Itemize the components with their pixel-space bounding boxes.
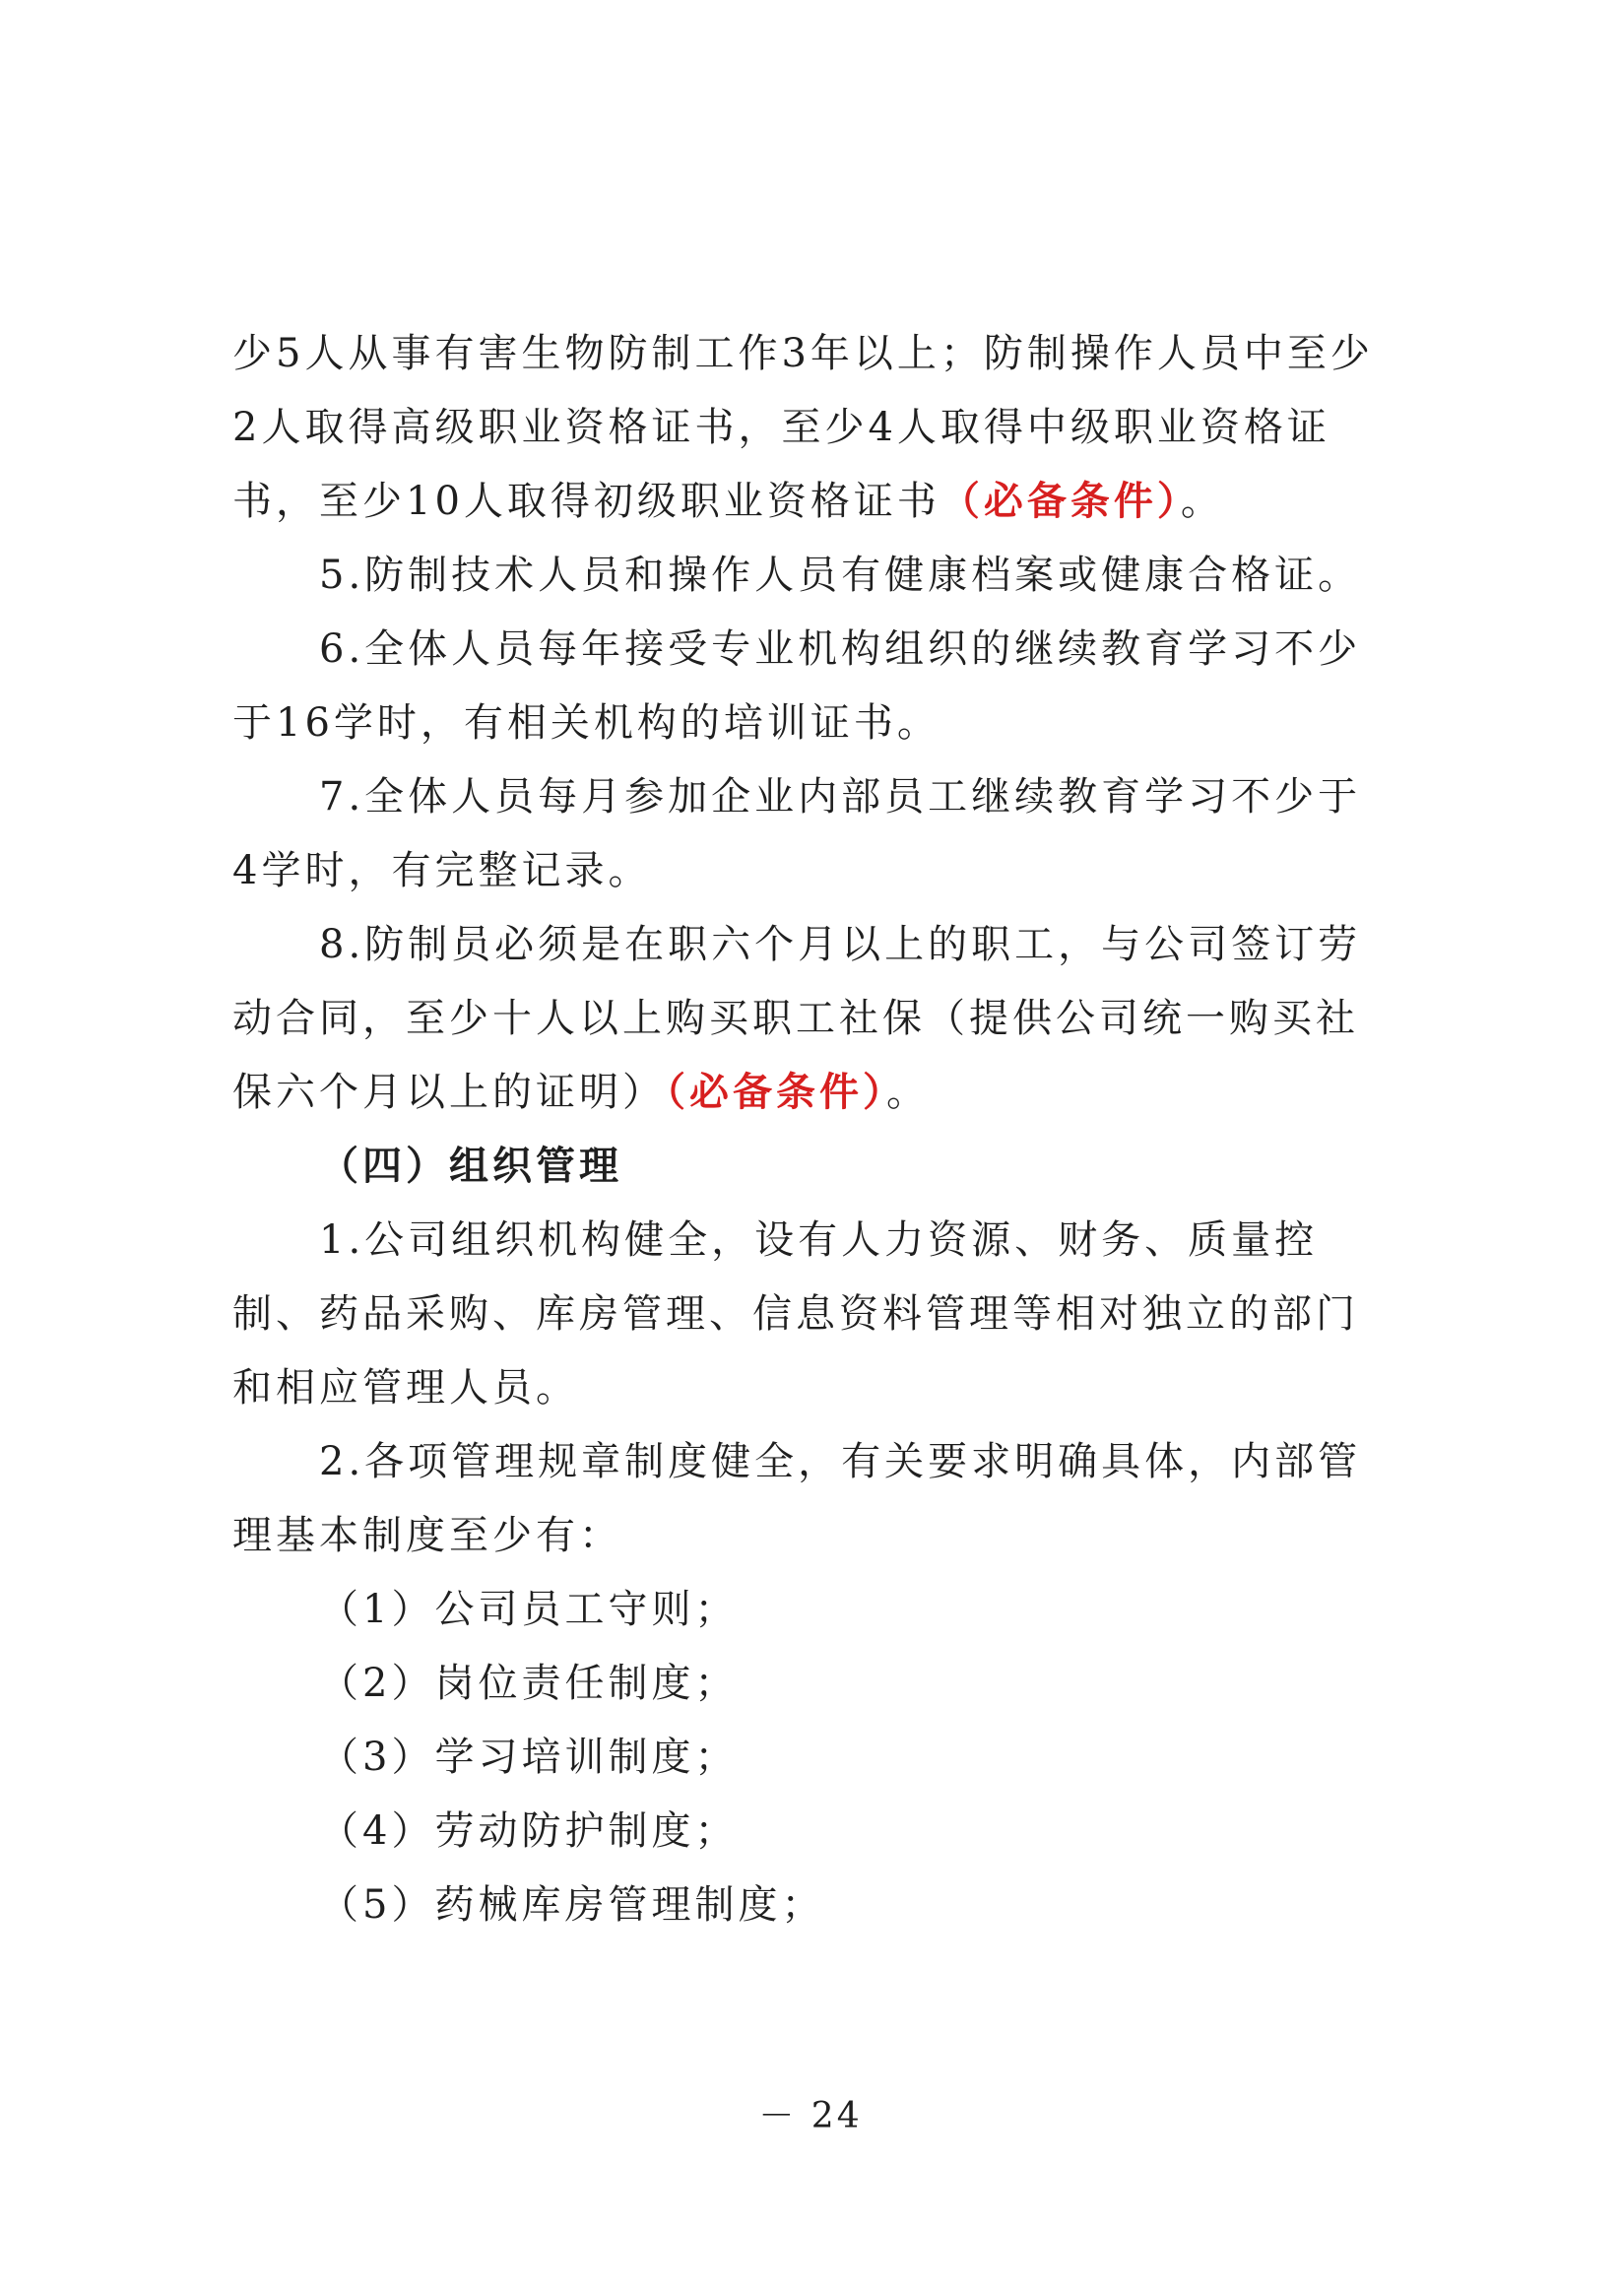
paragraph-employment-requirement <box>232 908 1375 1130</box>
paragraph-text: 8.防制员必须是在职六个月以上的职工，与公司签订劳动合同，至少十人以上购买职工社保（提供公司统一购买社保六个月以上的证明） <box>232 922 1362 1115</box>
list-item: （5）药械库房管理制度； <box>319 1882 825 1928</box>
paragraph-annual-training: 6.全体人员每年接受专业机构组织的继续教育学习不少于16学时，有相关机构的培训证书。 <box>232 626 1362 746</box>
paragraph-monthly-training: 7.全体人员每月参加企业内部员工继续教育学习不少于4学时，有完整记录。 <box>232 774 1362 893</box>
list-item: （2）岗位责任制度； <box>319 1661 739 1706</box>
list-item: （3）学习培训制度； <box>319 1735 739 1780</box>
paragraph-management-rules: 2.各项管理规章制度健全，有关要求明确具体，内部管理基本制度至少有： <box>232 1439 1362 1558</box>
paragraph-punctuation: 。 <box>1180 479 1224 524</box>
document-body <box>232 317 1375 1942</box>
paragraph-personnel-certification <box>232 317 1375 539</box>
section-heading-organization-management: （四）组织管理 <box>319 1144 622 1189</box>
list-item: （1）公司员工守则； <box>319 1587 739 1632</box>
management-rules-list <box>232 1573 1375 1942</box>
paragraph-organization-structure: 1.公司组织机构健全，设有人力资源、财务、质量控制、药品采购、库房管理、信息资料管理等相对独立的部门和相应管理人员。 <box>232 1217 1359 1410</box>
page-number: － 24 <box>758 2096 863 2136</box>
paragraph-text: 少5人从事有害生物防制工作3年以上；防制操作人员中至少2人取得高级职业资格证书，至少4人取得中级职业资格证书，至少10人取得初级职业资格证书 <box>232 331 1374 524</box>
paragraph-health-records: 5.防制技术人员和操作人员有健康档案或健康合格证。 <box>319 553 1362 598</box>
required-condition-label: （必备条件） <box>666 1070 886 1115</box>
required-condition-label: （必备条件） <box>940 479 1181 524</box>
list-item: （4）劳动防护制度； <box>319 1808 739 1854</box>
paragraph-punctuation: 。 <box>886 1070 930 1115</box>
